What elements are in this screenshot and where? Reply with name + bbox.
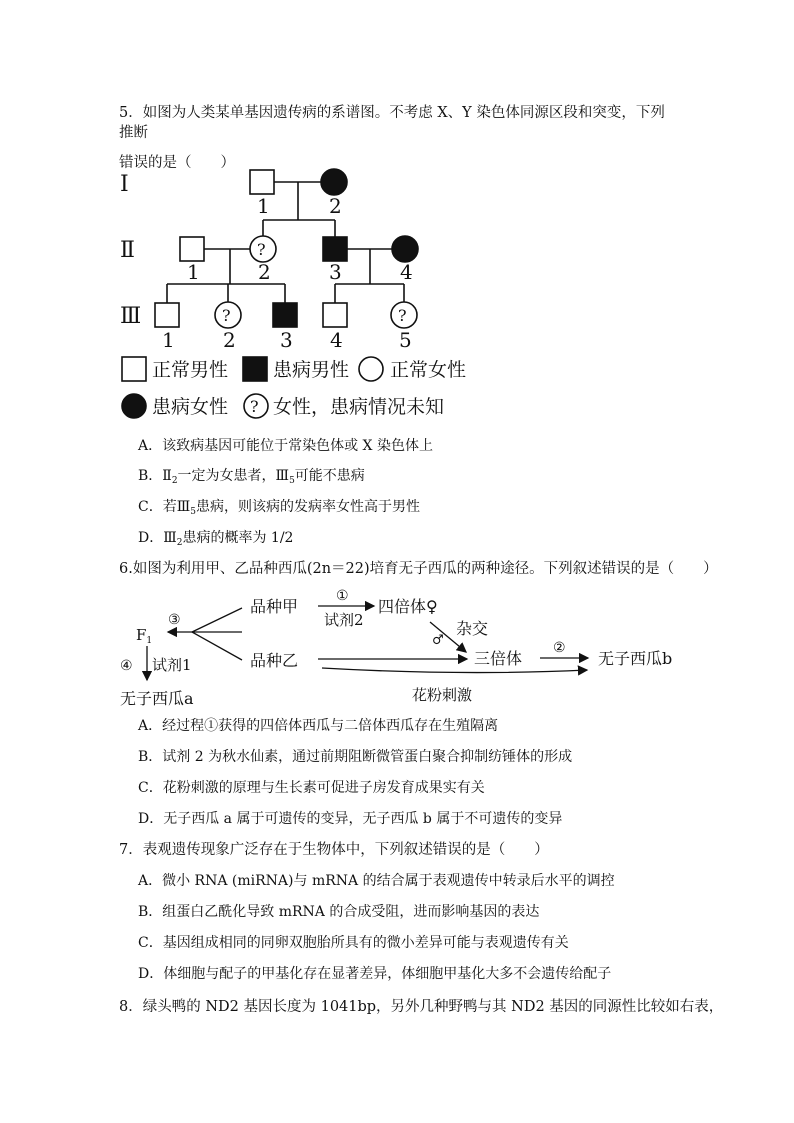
legend-affected-male-icon: [243, 357, 267, 381]
q5-option-b[interactable]: B．$Ⅱ_2$一定为女患者，$Ⅲ_5$可能不患病: [138, 468, 365, 486]
ped-III1-normal-male: [155, 303, 179, 327]
q5-stem-line2: 错误的是（ ）: [119, 155, 235, 171]
legend-affected-male-label: 患病男性: [273, 359, 350, 381]
reagent1-label: 试剂1: [152, 656, 192, 674]
male-symbol: ♂: [432, 633, 444, 648]
q5-option-c[interactable]: C．若$Ⅲ_5$患病，则该病的发病率女性高于男性: [138, 499, 420, 517]
seedless-a-label: 无子西瓜a: [120, 689, 194, 708]
gen-label-III: Ⅲ: [120, 304, 142, 329]
q8-stem: 8．绿头鸭的 ND2 基因长度为 1041bp，另外几种野鸭与其 ND2 基因的同源性比较如右表，: [119, 999, 724, 1015]
step4-label: ④: [120, 658, 133, 674]
branch-to-variety-b: [192, 632, 242, 660]
legend-affected-female-label: 患病女性: [152, 396, 229, 418]
gen-label-II: Ⅱ: [120, 238, 135, 263]
q7-option-c[interactable]: C．基因组成相同的同卵双胞胎所具有的微小差异可能与表观遗传有关: [138, 935, 569, 951]
q6-stem: 6.如图为利用甲、乙品种西瓜(2n＝22)培育无子西瓜的两种途径。下列叙述错误的是（ ）: [119, 561, 718, 577]
legend-normal-female-icon: [359, 357, 383, 381]
q5-option-a[interactable]: A．该致病基因可能位于常染色体或 X 染色体上: [138, 438, 433, 454]
ped-I2-affected-female: [321, 169, 347, 195]
q6-option-b[interactable]: B．试剂 2 为秋水仙素，通过前期阻断微管蛋白聚合抑制纺锤体的形成: [138, 749, 573, 765]
pollen-stimulation-label: 花粉刺激: [412, 686, 473, 704]
q6-option-a[interactable]: A．经过程①获得的四倍体西瓜与二倍体西瓜存在生殖隔离: [138, 718, 499, 734]
tetraploid-label: 四倍体♀: [378, 597, 438, 616]
ped-III4-normal-male: [323, 303, 347, 327]
label-II1: 1: [187, 260, 200, 284]
label-III1: 1: [162, 328, 175, 352]
variety-a-label: 品种甲: [250, 597, 299, 616]
legend-unknown-female-label: 女性，患病情况未知: [273, 396, 445, 418]
unknown-mark-II2: ?: [257, 240, 266, 259]
label-I2: 2: [329, 194, 342, 218]
seedless-b-label: 无子西瓜b: [598, 649, 673, 668]
triploid-label: 三倍体: [474, 649, 523, 668]
reagent2-label: 试剂2: [324, 611, 364, 629]
ped-I1-normal-male: [250, 170, 274, 194]
legend-affected-female-icon: [122, 394, 146, 418]
q5-option-d[interactable]: D．$Ⅲ_2$患病的概率为 1/2: [138, 530, 294, 548]
q6-option-d[interactable]: D．无子西瓜 a 属于可遗传的变异，无子西瓜 b 属于不可遗传的变异: [138, 811, 563, 827]
ped-II3-affected-male: [323, 237, 347, 261]
q5-pedigree-diagram: [110, 162, 490, 422]
unknown-mark-III2: ?: [222, 306, 231, 325]
label-III4: 4: [330, 328, 343, 352]
label-III3: 3: [280, 328, 293, 352]
ped-III3-affected-male: [273, 303, 297, 327]
q7-option-d[interactable]: D．体细胞与配子的甲基化存在显著差异，体细胞甲基化大多不会遗传给配子: [138, 966, 612, 982]
q7-stem: 7．表观遗传现象广泛存在于生物体中，下列叙述错误的是（ ）: [119, 842, 549, 858]
label-III2: 2: [223, 328, 236, 352]
f1-label: $F_1$: [136, 626, 153, 646]
q6-option-c[interactable]: C．花粉刺激的原理与生长素可促进子房发育成果实有关: [138, 780, 485, 796]
legend-normal-female-label: 正常女性: [390, 359, 467, 381]
q7-option-a[interactable]: A．微小 RNA (miRNA)与 mRNA 的结合属于表观遗传中转录后水平的调控: [138, 873, 615, 889]
ped-II4-affected-female: [392, 236, 418, 262]
unknown-mark-legend: ?: [250, 397, 259, 416]
cross-label: 杂交: [456, 619, 489, 638]
q7-option-b[interactable]: B．组蛋白乙酰化导致 mRNA 的合成受阻，进而影响基因的表达: [138, 904, 540, 920]
legend-normal-male-label: 正常男性: [152, 359, 229, 381]
label-II2: 2: [258, 260, 271, 284]
q6-seedless-watermelon-diagram: [112, 588, 692, 712]
label-I1: 1: [257, 194, 270, 218]
unknown-mark-III5: ?: [398, 306, 407, 325]
gen-label-I: Ⅰ: [120, 172, 129, 197]
label-III5: 5: [399, 328, 412, 352]
label-II3: 3: [329, 260, 342, 284]
q5-stem-line1: 5．如图为人类某单基因遗传病的系谱图。不考虑 X、Y 染色体同源区段和突变，下列推断: [119, 105, 665, 141]
step2-label: ②: [553, 640, 566, 656]
step3-label: ③: [168, 612, 181, 628]
variety-b-label: 品种乙: [250, 651, 299, 670]
legend-normal-male-icon: [122, 357, 146, 381]
arrow-pollen-stimulation: [322, 668, 587, 673]
branch-to-variety-a: [192, 608, 242, 632]
step1-label: ①: [336, 588, 349, 604]
ped-II1-normal-male: [180, 237, 204, 261]
label-II4: 4: [400, 260, 413, 284]
